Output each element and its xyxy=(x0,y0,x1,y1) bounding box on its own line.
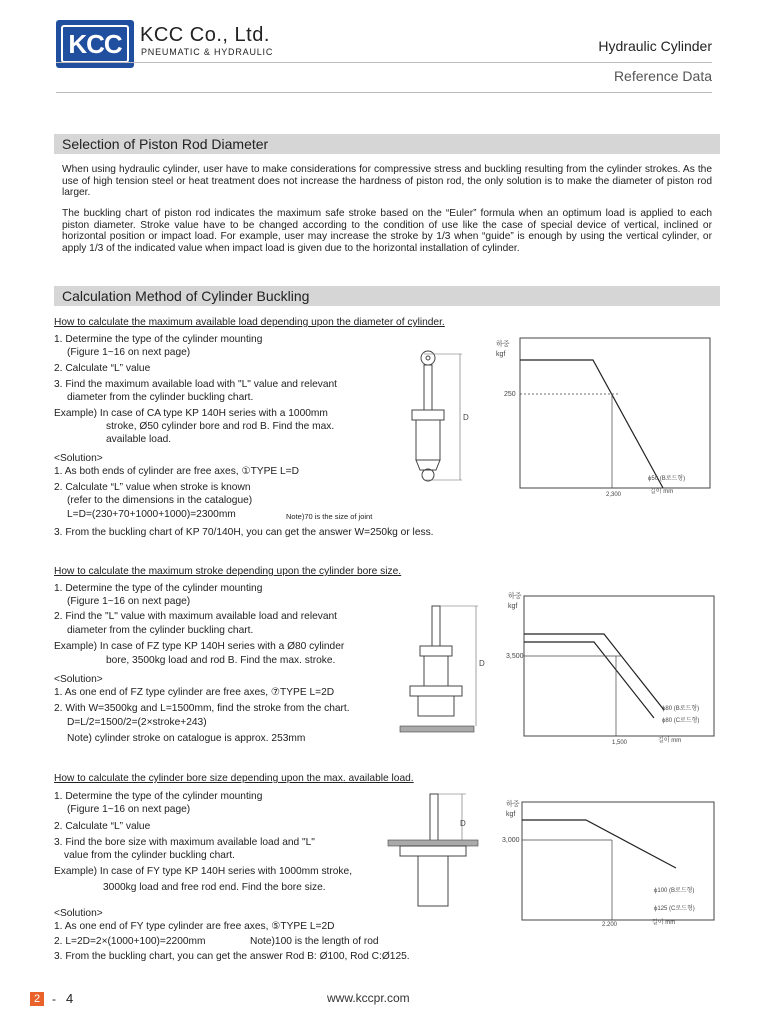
paragraph-intro: When using hydraulic cylinder, user have to make considerations for compressive stress and buckling resulting from the cylinder strokes. As the use of high tension steel or heat treatment does not increase the hardness of piston rod, the only solution is to make the diameter of piston rod larger. xyxy=(62,164,712,199)
chart-series: ϕ125 (C로드형) xyxy=(654,906,695,912)
ex1-line: diameter from the cylinder buckling chart. xyxy=(67,392,254,403)
page-subtitle: Reference Data xyxy=(613,68,712,84)
ex2-line: bore, 3500kg load and rod B. Find the max. stroke. xyxy=(106,655,336,666)
ex3-line: <Solution> xyxy=(54,908,103,919)
ex3-buckling-chart xyxy=(476,796,718,926)
dimension-label: D xyxy=(460,819,466,828)
company-tagline: PNEUMATIC & HYDRAULIC xyxy=(141,47,274,57)
company-logo xyxy=(56,20,134,68)
ex2-line: 2. With W=3500kg and L=1500mm, find the stroke from the chart. xyxy=(54,703,350,714)
chart-xlabel: 길이 mm xyxy=(652,920,676,926)
ex1-line: available load. xyxy=(106,434,172,445)
chart-xtick: 2,300 xyxy=(606,492,622,498)
ex3-note: Note)100 is the length of rod xyxy=(250,936,379,947)
ex1-line: (refer to the dimensions in the catalogue) xyxy=(67,495,253,506)
paragraph-buckling-chart: The buckling chart of piston rod indicates the maximum safe stroke based on the “Euler” formula when an optimum load is applied to each piston diameter. Stroke value have to be changed according to the condition of use like the case of special device of vertical, inclined or horizontal position or impact load. For example, user may increase the stroke by 1/3 when “guide” is enough by using the vertical cylinder, or apply 1/3 of the indicated value when impact load is given due to the horizontal installation of cylinder. xyxy=(62,208,712,254)
ex3-line: 1. Determine the type of the cylinder mounting xyxy=(54,791,263,802)
chart-xtick: 1,500 xyxy=(612,740,628,746)
section-number-badge: 2 xyxy=(30,992,44,1006)
header-divider xyxy=(56,62,712,63)
website-link[interactable]: www.kccpr.com xyxy=(327,991,410,1005)
ex2-line: diameter from the cylinder buckling chart. xyxy=(67,625,254,636)
ex1-line: (Figure 1~16 on next page) xyxy=(67,347,191,358)
chart-yunit: kgf xyxy=(508,603,518,610)
ex1-buckling-chart xyxy=(488,330,718,500)
chart-ylabel: 하중 xyxy=(508,593,522,600)
ex2-buckling-chart xyxy=(504,586,718,746)
ex3-line: 3. Find the bore size with maximum available load and "L" xyxy=(54,837,315,848)
ex3-line: 2. Calculate “L” value xyxy=(54,821,151,832)
chart-xlabel: 길이 mm xyxy=(650,489,674,495)
ex3-line: Example) In case of FY type KP 140H series with 1000mm stroke, xyxy=(54,866,353,877)
page-number: 4 xyxy=(66,991,74,1006)
ex3-line: 3. From the buckling chart, you can get the answer Rod B: Ø100, Rod C:Ø125. xyxy=(54,951,410,962)
ex2-line: (Figure 1~16 on next page) xyxy=(67,596,191,607)
chart-xlabel: 길이 mm xyxy=(658,738,682,744)
chart-ytick: 250 xyxy=(504,391,516,398)
ex2-line: 1. As one end of FZ type cylinder are free axes, ⑦TYPE L=2D xyxy=(54,687,335,698)
dimension-label: D xyxy=(463,413,469,422)
ex1-cylinder-diagram xyxy=(400,340,480,495)
ex1-line: stroke, Ø50 cylinder bore and rod B. Find the max. xyxy=(106,421,335,432)
company-name: KCC Co., Ltd. xyxy=(140,24,270,46)
chart-yunit: kgf xyxy=(496,351,506,358)
ex1-line: 1. As both ends of cylinder are free axes, ①TYPE L=D xyxy=(54,466,299,477)
ex1-line: 1. Determine the type of the cylinder mounting xyxy=(54,334,263,345)
example3-title: How to calculate the cylinder bore size depending upon the max. available load. xyxy=(54,773,414,784)
chart-ytick: 3,000 xyxy=(502,837,520,844)
chart-ylabel: 하중 xyxy=(506,801,520,808)
chart-series: ϕ80 (B로드형) xyxy=(662,706,700,712)
ex1-line: 2. Calculate “L” value xyxy=(54,363,151,374)
ex3-line: 2. L=2D=2×(1000+100)=2200mm xyxy=(54,936,206,947)
ex2-line: 1. Determine the type of the cylinder mounting xyxy=(54,583,263,594)
section-heading-buckling: Calculation Method of Cylinder Buckling xyxy=(54,286,720,306)
example1-title: How to calculate the maximum available load depending upon the diameter of cylinder. xyxy=(54,317,445,328)
chart-series: ϕ80 (C로드형) xyxy=(662,718,700,724)
ex1-line: <Solution> xyxy=(54,453,103,464)
section-heading-piston-rod: Selection of Piston Rod Diameter xyxy=(54,134,720,154)
ex1-line: 3. Find the maximum available load with "L" value and relevant xyxy=(54,379,338,390)
chart-xtick: 2,200 xyxy=(602,922,618,926)
ex2-line: 2. Find the "L" value with maximum available load and relevant xyxy=(54,611,338,622)
ex2-line: Note) cylinder stroke on catalogue is approx. 253mm xyxy=(67,733,306,744)
ex1-line: 2. Calculate “L” value when stroke is known xyxy=(54,482,251,493)
header-divider-bottom xyxy=(56,92,712,93)
ex1-line: 3. From the buckling chart of KP 70/140H, you can get the answer W=250kg or less. xyxy=(54,527,434,538)
ex3-line: 3000kg load and free rod end. Find the bore size. xyxy=(103,882,326,893)
chart-series: ϕ50 (B로드형) xyxy=(648,476,686,482)
ex2-line: <Solution> xyxy=(54,674,103,685)
ex3-line: 1. As one end of FY type cylinder are free axes, ⑤TYPE L=2D xyxy=(54,921,335,932)
page-title: Hydraulic Cylinder xyxy=(598,38,712,54)
dimension-label: D xyxy=(479,659,485,668)
chart-ytick: 3,500 xyxy=(506,653,524,660)
ex1-line: L=D=(230+70+1000+1000)=2300mm xyxy=(67,509,236,520)
chart-yunit: kgf xyxy=(506,811,516,818)
ex1-line: Example) In case of CA type KP 140H series with a 1000mm xyxy=(54,408,328,419)
chart-series: ϕ100 (B로드형) xyxy=(654,888,695,894)
ex2-cylinder-diagram xyxy=(396,596,496,746)
ex3-cylinder-diagram xyxy=(386,790,486,930)
ex3-line: value from the cylinder buckling chart. xyxy=(64,850,236,861)
ex2-line: D=L/2=1500/2=(2×stroke+243) xyxy=(67,717,207,728)
ex2-line: Example) In case of FZ type KP 140H series with a Ø80 cylinder xyxy=(54,641,345,652)
example2-title: How to calculate the maximum stroke depending upon the cylinder bore size. xyxy=(54,566,402,577)
ex3-line: (Figure 1~16 on next page) xyxy=(67,804,191,815)
ex1-note: Note)70 is the size of joint xyxy=(286,512,373,521)
chart-ylabel: 하중 xyxy=(496,341,510,348)
page-separator: - xyxy=(52,992,56,1006)
logo-text: KCC xyxy=(61,25,129,63)
